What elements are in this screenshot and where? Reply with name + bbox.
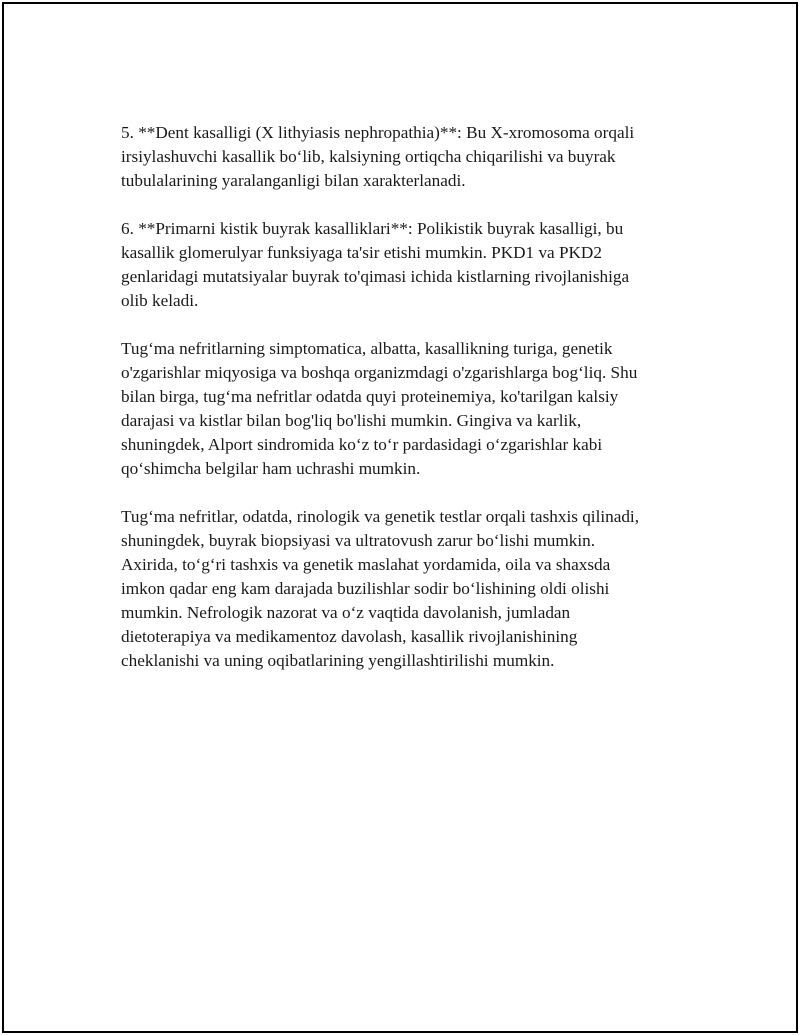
text-line: o'zgarishlar miqyosiga va boshqa organizmdagi o'zgarishlarga bog‘liq. Shu (121, 363, 638, 382)
text-line: dietoterapiya va medikamentoz davolash, kasallik rivojlanishining (121, 627, 578, 646)
text-line: tubulalarining yaralanganligi bilan xarakterlanadi. (121, 171, 466, 190)
paragraph-dent-disease (121, 121, 691, 193)
paragraph-cystic-kidney-disease (121, 217, 691, 313)
text-line: shuningdek, Alport sindromida ko‘z to‘r pardasidagi o‘zgarishlar kabi (121, 435, 603, 454)
text-line: darajasi va kistlar bilan bog'liq bo'lishi mumkin. Gingiva va karlik, (121, 411, 582, 430)
text-line: genlaridagi mutatsiyalar buyrak to'qimasi ichida kistlarning rivojlanishiga (121, 267, 630, 286)
paragraph-diagnosis (121, 505, 691, 673)
text-line: 5. **Dent kasalligi (X lithyiasis nephropathia)**: Bu X-xromosoma orqali (121, 123, 635, 142)
text-line: qo‘shimcha belgilar ham uchrashi mumkin. (121, 459, 421, 478)
text-line: Tug‘ma nefritlarning simptomatica, albatta, kasallikning turiga, genetik (121, 339, 613, 358)
text-line: shuningdek, buyrak biopsiyasi va ultratovush zarur bo‘lishi mumkin. (121, 531, 596, 550)
document-body (121, 121, 691, 697)
text-line: irsiylashuvchi kasallik bo‘lib, kalsiyning ortiqcha chiqarilishi va buyrak (121, 147, 616, 166)
text-line: 6. **Primarni kistik buyrak kasalliklari**: Polikistik buyrak kasalligi, bu (121, 219, 624, 238)
text-line: imkon qadar eng kam darajada buzilishlar sodir bo‘lishining oldi olishi (121, 579, 610, 598)
text-line: cheklanishi va uning oqibatlarining yengillashtirilishi mumkin. (121, 651, 555, 670)
text-line: mumkin. Nefrologik nazorat va o‘z vaqtida davolanish, jumladan (121, 603, 571, 622)
text-line: kasallik glomerulyar funksiyaga ta'sir etishi mumkin. PKD1 va PKD2 (121, 243, 602, 262)
text-line: olib keladi. (121, 291, 199, 310)
text-line: bilan birga, tug‘ma nefritlar odatda quyi proteinemiya, ko'tarilgan kalsiy (121, 387, 619, 406)
document-page (2, 2, 798, 1033)
paragraph-symptoms (121, 337, 691, 481)
text-line: Tug‘ma nefritlar, odatda, rinologik va genetik testlar orqali tashxis qilinadi, (121, 507, 640, 526)
text-line: Axirida, to‘g‘ri tashxis va genetik maslahat yordamida, oila va shaxsda (121, 555, 611, 574)
